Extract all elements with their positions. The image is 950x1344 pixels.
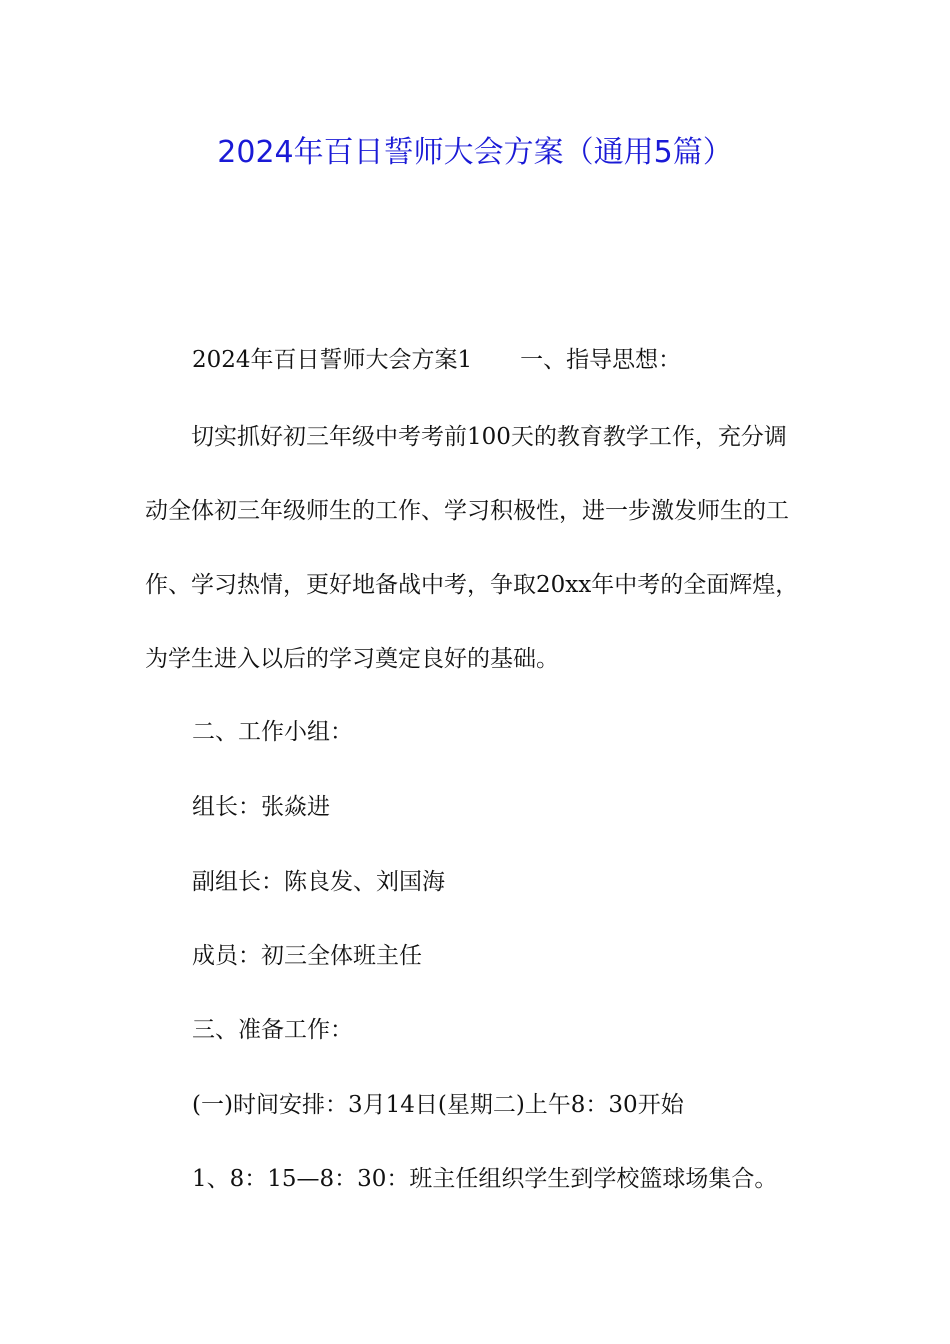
heading-work-group: 二、工作小组： xyxy=(192,719,353,745)
paragraph-guiding-thought xyxy=(145,400,809,696)
group-leader: 组长：张焱进 xyxy=(192,794,330,820)
heading-preparation: 三、准备工作： xyxy=(192,1017,353,1043)
schedule-item-1: 1、8：15—8：30：班主任组织学生到学校篮球场集合。 xyxy=(192,1166,778,1192)
section-heading-line xyxy=(192,345,681,375)
section-heading: 2024年百日誓师大会方案1 xyxy=(192,347,473,373)
schedule-line: (一)时间安排：3月14日(星期二)上午8：30开始 xyxy=(192,1092,684,1118)
document-title: 2024年百日誓师大会方案（通用5篇） xyxy=(217,135,733,170)
paragraph-text: 切实抓好初三年级中考考前100天的教育教学工作，充分调动全体初三年级师生的工作、学习积极性，进一步激发师生的工作、学习热情，更好地备战中考，争取20xx年中考的全面辉煌，为学生进入以后的学习奠定良好的基础。 xyxy=(145,424,799,672)
group-members: 成员：初三全体班主任 xyxy=(192,943,422,969)
deputy-leader: 副组长：陈良发、刘国海 xyxy=(192,869,445,895)
heading-guiding-thought: 一、指导思想： xyxy=(520,347,682,373)
